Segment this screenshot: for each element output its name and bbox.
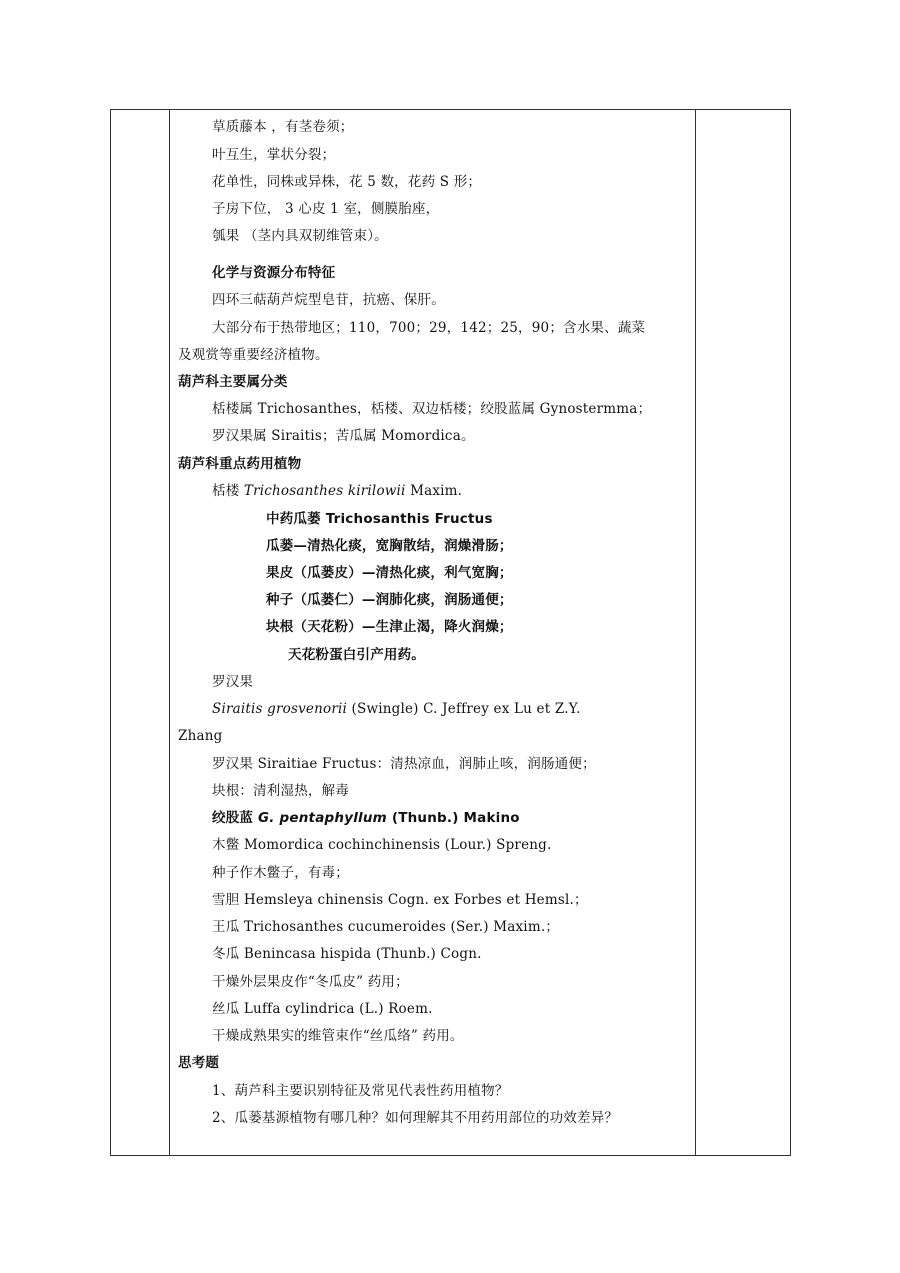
distribution-line: 及观赏等重要经济植物。	[178, 347, 329, 363]
plant-line: 冬瓜 Benincasa hispida (Thunb.) Cogn.	[212, 946, 482, 962]
chem-line: 四环三萜葫芦烷型皂苷，抗癌、保肝。	[212, 292, 445, 308]
questions-heading: 思考题	[178, 1055, 220, 1071]
question-item: 1、葫芦科主要识别特征及常见代表性药用植物？	[212, 1083, 509, 1099]
morphology-line: 花单性，同株或异株，花 5 数，花药 S 形；	[212, 174, 482, 190]
medicinal-heading: 葫芦科重点药用植物	[178, 456, 302, 472]
trichosanthin-note: 天花粉蛋白引产用药。	[288, 647, 425, 663]
luohanguo-fructus: 罗汉果 Siraitiae Fructus：清热凉血，润肺止咳，润肠通便；	[212, 756, 596, 772]
morphology-line: 叶互生，掌状分裂；	[212, 147, 336, 163]
gualou-latin: Trichosanthes kirilowii	[243, 483, 406, 499]
gualou-seed-effect: 种子（瓜蒌仁）—润肺化痰，润肠通便；	[266, 592, 513, 608]
gualou-root-effect: 块根（天花粉）—生津止渴，降火润燥；	[266, 619, 513, 635]
plant-line: 干燥成熟果实的维管束作“丝瓜络” 药用。	[212, 1028, 464, 1044]
jiaogulan-species	[212, 808, 520, 828]
plant-line: 雪胆 Hemsleya chinensis Cogn. ex Forbes et Hemsl.；	[212, 892, 588, 908]
luohanguo-cn: 罗汉果	[212, 674, 254, 690]
luohanguo-author: (Swingle) C. Jeffrey ex Lu et Z.Y.	[351, 701, 581, 717]
plant-line: 木鳖 Momordica cochinchinensis (Lour.) Spreng.	[212, 837, 552, 853]
distribution-line: 大部分布于热带地区；110，700；29，142；25，90；含水果、蔬菜	[212, 320, 646, 336]
gualou-drug-name: 中药瓜蒌 Trichosanthis Fructus	[266, 511, 493, 527]
jiaogulan-latin: G. pentaphyllum	[258, 810, 387, 826]
luohanguo-author-cont: Zhang	[178, 728, 223, 744]
plant-line: 种子作木鳖子，有毒；	[212, 865, 349, 881]
plant-line: 干燥外层果皮作“冬瓜皮” 药用；	[212, 974, 409, 990]
genera-line: 栝楼属 Trichosanthes，栝楼、双边栝楼；绞股蓝属 Gynostermma；	[212, 401, 652, 417]
gualou-cn: 栝楼	[212, 483, 240, 499]
column-divider-left	[169, 110, 170, 1155]
morphology-line: 子房下位， 3 心皮 1 室，侧膜胎座，	[212, 201, 440, 217]
morphology-line: 瓠果 （茎内具双韧维管束）。	[212, 228, 388, 244]
gualou-species	[212, 481, 462, 501]
luohanguo-root: 块根：清利湿热，解毒	[212, 783, 349, 799]
chem-heading: 化学与资源分布特征	[212, 265, 336, 281]
column-divider-right	[695, 110, 696, 1155]
luohanguo-latin: Siraitis grosvenorii	[212, 701, 348, 717]
genera-heading: 葫芦科主要属分类	[178, 374, 288, 390]
gualou-author: Maxim.	[410, 483, 463, 499]
jiaogulan-cn: 绞股蓝	[212, 810, 254, 826]
genera-line: 罗汉果属 Siraitis；苦瓜属 Momordica。	[212, 428, 475, 444]
gualou-effect: 瓜蒌—清热化痰，宽胸散结，润燥滑肠；	[266, 538, 513, 554]
gualou-pericarp-effect: 果皮（瓜蒌皮）—清热化痰，利气宽胸；	[266, 565, 513, 581]
question-item: 2、瓜蒌基源植物有哪几种？如何理解其不用药用部位的功效差异？	[212, 1110, 619, 1126]
plant-line: 王瓜 Trichosanthes cucumeroides (Ser.) Maxim.；	[212, 919, 560, 935]
jiaogulan-author: (Thunb.) Makino	[391, 810, 520, 826]
luohanguo-species	[212, 699, 581, 719]
morphology-line: 草质藤本 ，有茎卷须；	[212, 119, 354, 135]
plant-line: 丝瓜 Luffa cylindrica (L.) Roem.	[212, 1001, 433, 1017]
